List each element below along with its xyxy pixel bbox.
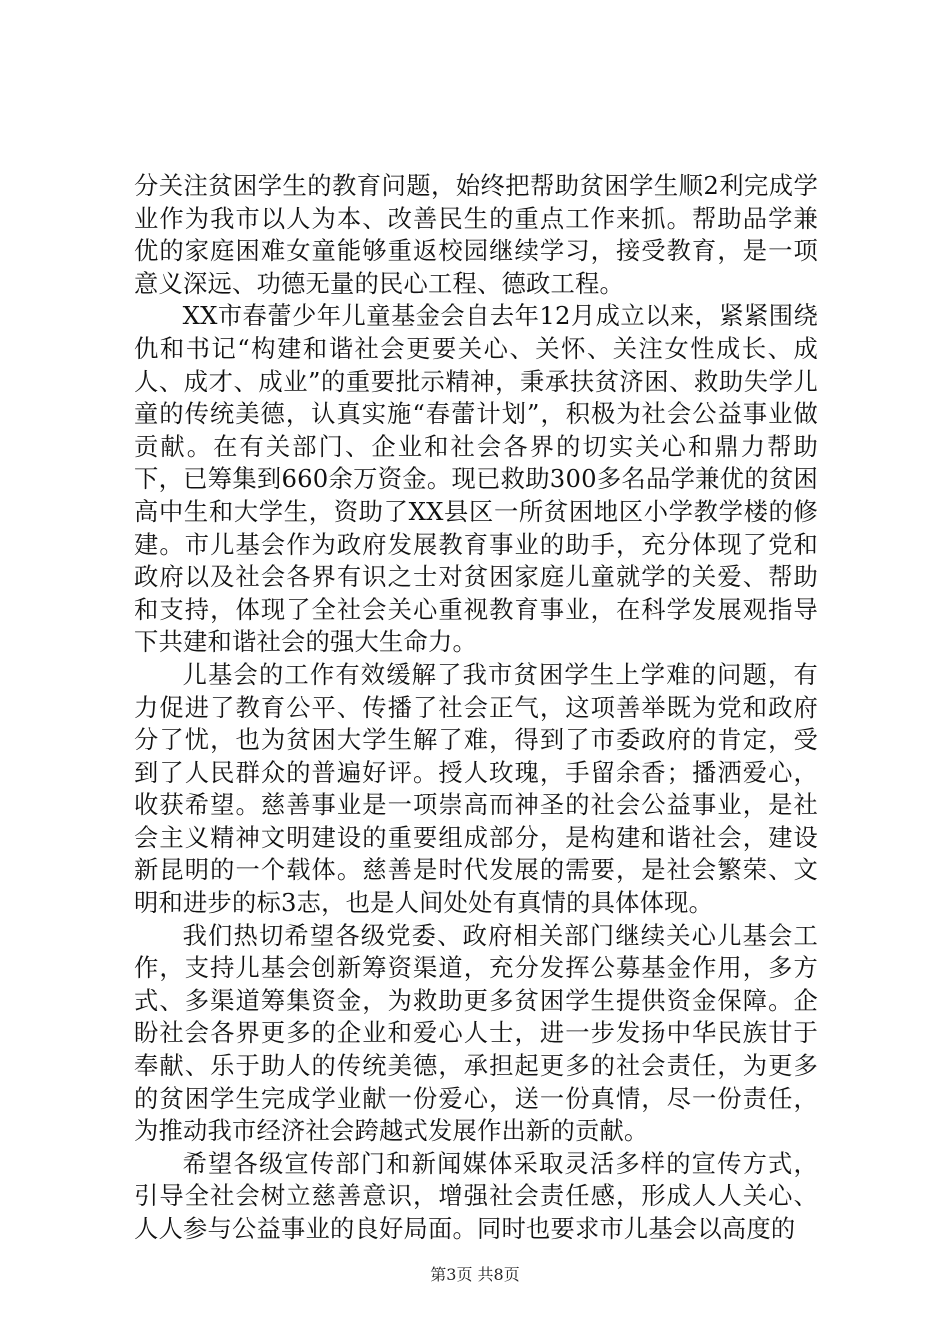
page-number-footer: 第3页 共8页 [430, 1265, 520, 1284]
paragraph-5: 希望各级宣传部门和新闻媒体采取灵活多样的宣传方式，引导全社会树立慈善意识，增强社会责任感，形成人人关心、人人参与公益事业的良好局面。同时也要求市儿基会以高度的 [134, 1148, 818, 1243]
document-body [134, 170, 818, 1246]
paragraph-4: 我们热切希望各级党委、政府相关部门继续关心儿基会工作，支持儿基会创新筹资渠道，充分发挥公募基金作用，多方式、多渠道筹集资金，为救助更多贫困学生提供资金保障。企盼社会各界更多的企业和爱心人士，进一步发扬中华民族甘于奉献、乐于助人的传统美德，承担起更多的社会责任，为更多的贫困学生完成学业献一份爱心，送一份真情，尽一份责任，为推动我市经济社会跨越式发展作出新的贡献。 [134, 920, 818, 1146]
paragraph-3: 儿基会的工作有效缓解了我市贫困学生上学难的问题，有力促进了教育公平、传播了社会正气，这项善举既为党和政府分了忧，也为贫困大学生解了难，得到了市委政府的肯定，受到了人民群众的普遍好评。授人玫瑰，手留余香；播洒爱心，收获希望。慈善事业是一项崇高而神圣的社会公益事业，是社会主义精神文明建设的重要组成部分，是构建和谐社会，建设新昆明的一个载体。慈善是时代发展的需要，是社会繁荣、文明和进步的标3志，也是人间处处有真情的具体体现。 [134, 659, 818, 918]
paragraph-2: XX市春蕾少年儿童基金会自去年12月成立以来，紧紧围绕仇和书记“构建和谐社会更要关心、关怀、关注女性成长、成人、成才、成业”的重要批示精神，秉承扶贫济困、救助失学儿童的传统美德，认真实施“春蕾计划”，积极为社会公益事业做贡献。在有关部门、企业和社会各界的切实关心和鼎力帮助下，已筹集到660余万资金。现已救助300多名品学兼优的贫困高中生和大学生，资助了XX县区一所贫困地区小学教学楼的修建。市儿基会作为政府发展教育事业的助手，充分体现了党和政府以及社会各界有识之士对贫困家庭儿童就学的关爱、帮助和支持，体现了全社会关心重视教育事业，在科学发展观指导下共建和谐社会的强大生命力。 [134, 301, 818, 657]
paragraph-1: 分关注贫困学生的教育问题，始终把帮助贫困学生顺2利完成学业作为我市以人为本、改善民生的重点工作来抓。帮助品学兼优的家庭困难女童能够重返校园继续学习，接受教育，是一项意义深远、功德无量的民心工程、德政工程。 [134, 171, 818, 298]
